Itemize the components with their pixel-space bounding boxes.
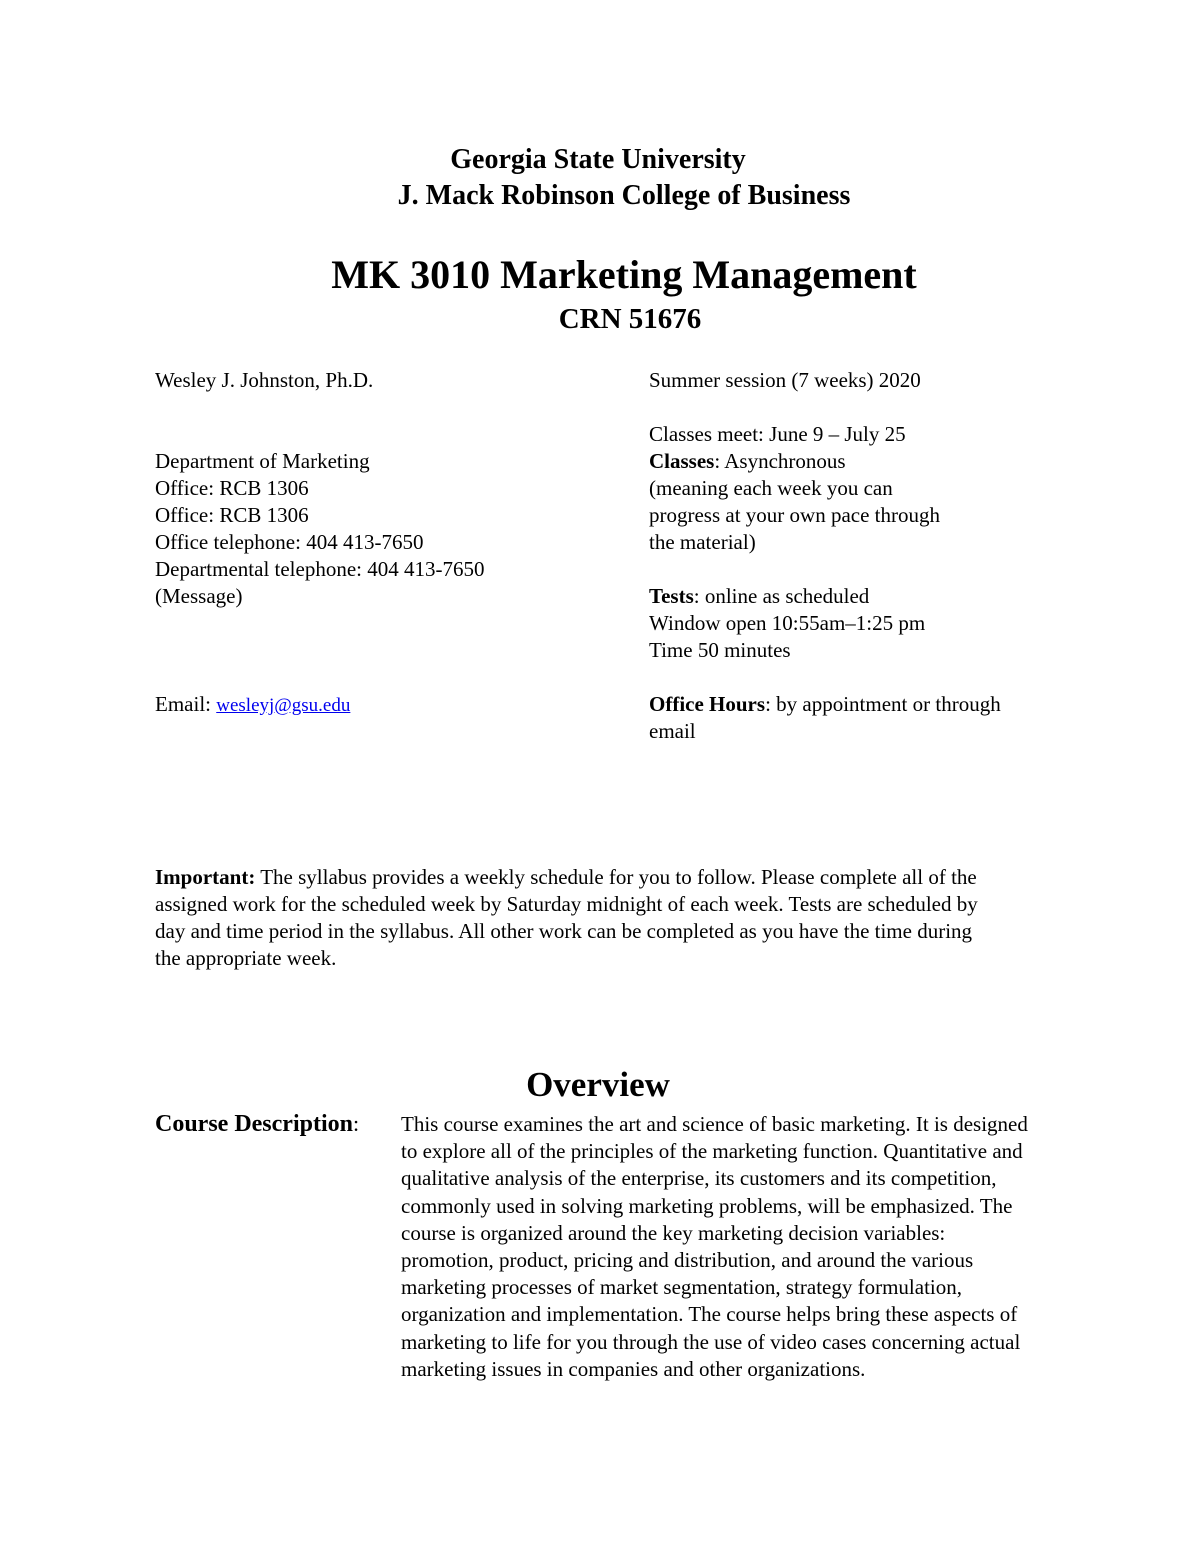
important-line-3: day and time period in the syllabus. All other work can be completed as you have the time during: [155, 919, 973, 943]
description-line: qualitative analysis of the enterprise, its customers and its competition,: [401, 1166, 997, 1191]
classes-value: : Asynchronous: [714, 449, 846, 473]
description-line: marketing issues in companies and other organizations.: [401, 1356, 866, 1381]
tests-label: Tests: [649, 584, 694, 608]
course-description-body: [401, 1111, 1121, 1383]
important-line-2: assigned work for the scheduled week by Saturday midnight of each week. Tests are scheduled by: [155, 892, 978, 916]
course-title: MK 3010 Marketing Management: [331, 252, 917, 297]
instructor-email-row: [155, 691, 485, 718]
instructor-office-2: Office: RCB 1306: [155, 503, 309, 527]
office-hours-value: : by appointment or through: [765, 692, 1001, 716]
instructor-office-phone: Office telephone: 404 413-7650: [155, 530, 424, 554]
instructor-department: Department of Marketing: [155, 449, 370, 473]
email-link[interactable]: wesleyj@gsu.edu: [216, 695, 351, 716]
instructor-info: [155, 367, 485, 718]
overview-heading: [0, 1063, 1200, 1107]
classes-meet: Classes meet: June 9 – July 25: [649, 422, 906, 446]
email-label: Email:: [155, 692, 217, 716]
schedule-info: [649, 367, 1001, 745]
tests-time: Time 50 minutes: [649, 638, 791, 662]
course-description-label: [155, 1110, 359, 1138]
important-notice: [155, 864, 1085, 972]
spacer: [155, 394, 485, 421]
overview-heading-text: Overview: [526, 1065, 670, 1104]
description-line: commonly used in solving marketing problems, will be emphasized. The: [401, 1193, 1013, 1218]
description-line: promotion, product, pricing and distribution, and around the various: [401, 1247, 974, 1272]
important-label: Important:: [155, 865, 256, 889]
spacer: [155, 637, 485, 664]
college-name: J. Mack Robinson College of Business: [397, 180, 851, 211]
spacer: [155, 664, 485, 691]
important-text-1: The syllabus provides a weekly schedule for you to follow. Please complete all of the: [255, 865, 977, 889]
course-crn: CRN 51676: [558, 303, 702, 335]
office-hours-label: Office Hours: [649, 692, 766, 716]
spacer: [155, 421, 485, 448]
spacer: [649, 394, 1001, 421]
description-line: to explore all of the principles of the marketing function. Quantitative and: [401, 1139, 1023, 1164]
classes-label: Classes: [649, 449, 715, 473]
tests-value: : online as scheduled: [693, 584, 870, 608]
description-line: This course examines the art and science of basic marketing. It is designed: [401, 1112, 1028, 1136]
description-line: course is organized around the key marketing decision variables:: [401, 1220, 946, 1245]
office-hours-value-2: email: [649, 719, 696, 743]
description-line: marketing to life for you through the use of video cases concerning actual: [401, 1329, 1021, 1354]
spacer: [649, 556, 1001, 583]
spacer: [155, 610, 485, 637]
university-name: Georgia State University: [450, 144, 746, 175]
classes-note-2: progress at your own pace through: [649, 503, 941, 527]
course-description-colon: :: [352, 1111, 360, 1136]
classes-note-1: (meaning each week you can: [649, 476, 893, 500]
session-info: Summer session (7 weeks) 2020: [649, 368, 921, 392]
office-hours-row: [649, 691, 1001, 718]
instructor-name: Wesley J. Johnston, Ph.D.: [155, 368, 374, 392]
important-line-4: the appropriate week.: [155, 946, 337, 970]
description-line: organization and implementation. The course helps bring these aspects of: [401, 1302, 1018, 1327]
important-line-1: [155, 864, 1085, 891]
course-description-label-text: Course Description: [155, 1111, 353, 1137]
instructor-office-1: Office: RCB 1306: [155, 476, 309, 500]
instructor-dept-phone: Departmental telephone: 404 413-7650: [155, 557, 485, 581]
instructor-message: (Message): [155, 584, 243, 608]
tests-row: [649, 583, 1001, 610]
classes-note-3: the material): [649, 530, 756, 554]
spacer: [649, 664, 1001, 691]
description-line: marketing processes of market segmentation, strategy formulation,: [401, 1275, 963, 1300]
classes-row: [649, 448, 1001, 475]
tests-window: Window open 10:55am–1:25 pm: [649, 611, 926, 635]
